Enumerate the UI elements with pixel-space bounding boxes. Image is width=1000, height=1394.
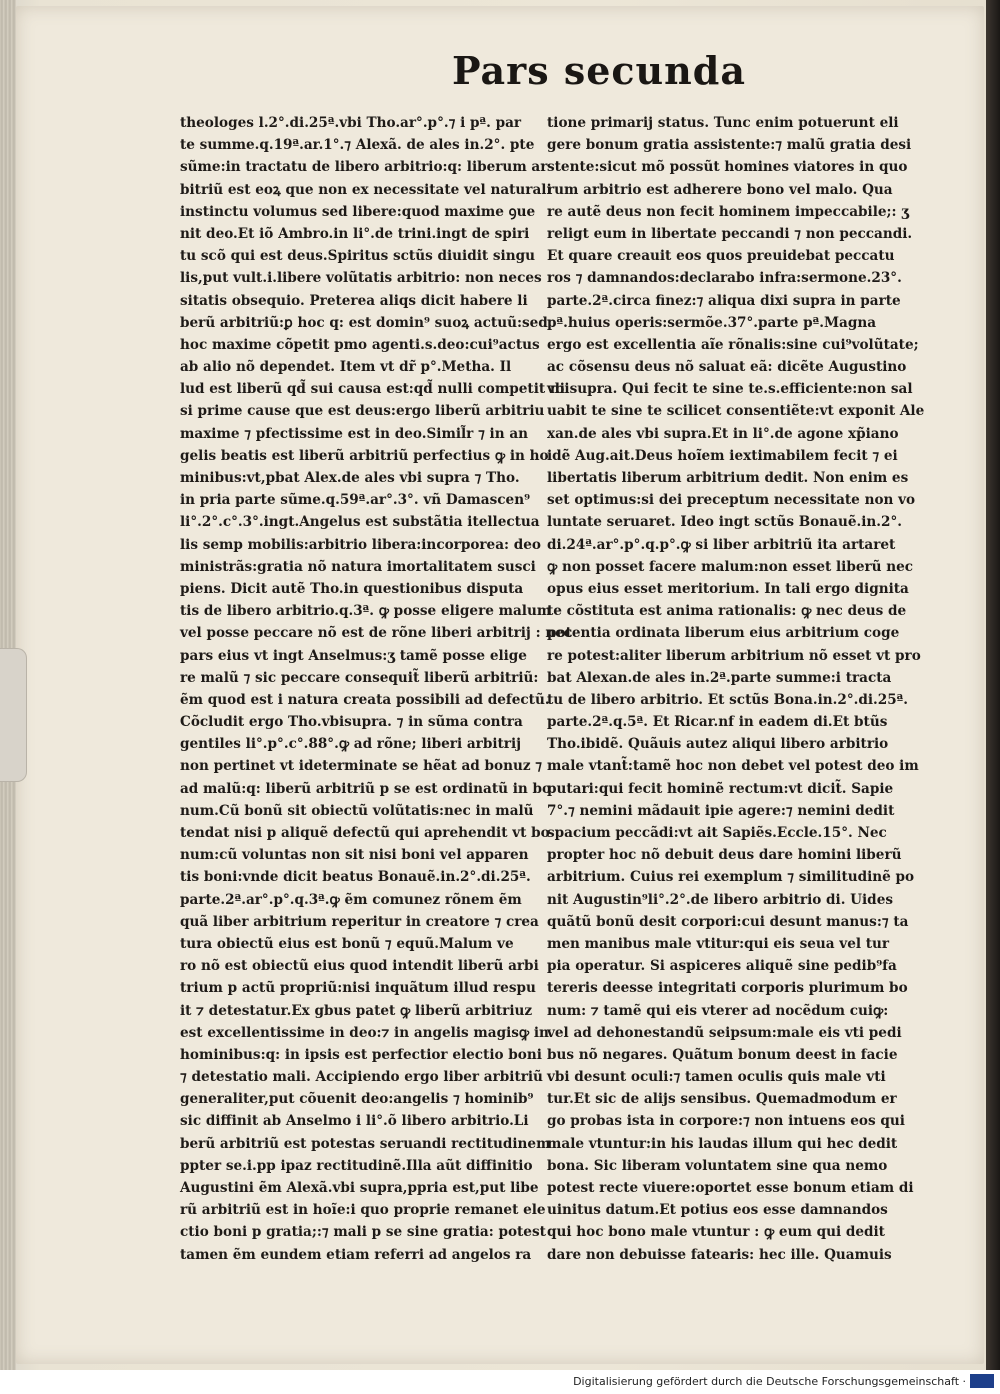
text-line: tur.Et sic de alijs sensibus. Quemadmodum er: [547, 1091, 897, 1108]
text-line: opus eius esset meritorium. In tali ergo dignita: [547, 580, 909, 597]
text-line: lud est liberũ qd̃ sui causa est:qd̃ nulli competit ni: [180, 381, 565, 398]
text-line: instinctu volumus sed libere:quod maxime ꝯue: [180, 203, 536, 220]
text-line: tura obiectũ eius est bonũ ⁊ equũ.Malum ve: [180, 935, 514, 952]
text-line: parte.2ª.ar°.p°.q.3ª.ꝙ ẽm comunez rõnem ẽm: [180, 891, 522, 908]
text-line: bitriũ est eoꝝ que non ex necessitate vel naturali: [180, 181, 552, 198]
text-line: ꝙ non posset facere malum:non esset liberũ nec: [547, 558, 914, 575]
text-line: spacium peccãdi:vt ait Sapiẽs.Eccle.15°. Nec: [547, 825, 887, 841]
text-line: quã liber arbitrium reperitur in creatore ⁊ crea: [180, 913, 539, 930]
text-line: religt eum in libertate peccandi ⁊ non peccandi.: [547, 225, 913, 242]
right-text-column: [547, 112, 925, 1266]
footer-credit: Digitalisierung gefördert durch die Deutsche Forschungsgemeinschaft ·: [573, 1375, 966, 1388]
text-line: te cõstituta est anima rationalis: ꝙ nec deus de: [547, 603, 907, 620]
text-line: berũ arbitriũ:ꝑ hoc q: est domin⁹ suoꝝ actuũ:sed: [180, 314, 548, 331]
text-line: parte.2ª.circa finez:⁊ aliqua dixi supra in parte: [547, 292, 901, 309]
book-spine: [986, 0, 1000, 1370]
text-line: berũ arbitriũ est potestas seruandi rectitudinem: [180, 1135, 551, 1152]
text-line: set optimus:si dei preceptum necessitate non vo: [547, 492, 916, 509]
text-line: dare non debuisse fatearis: hec ille. Quamuis: [547, 1246, 892, 1263]
text-line: di.24ª.ar°.p°.q.p°.ꝙ si liber arbitriũ ita artaret: [547, 536, 896, 553]
text-line: ergo est excellentia aĩe rõnalis:sine cui⁹volũtate;: [547, 336, 919, 353]
text-line: theologes l.2°.di.25ª.vbi Tho.ar°.p°.⁊ i pª. par: [180, 115, 522, 131]
text-line: vel ad dehonestandũ seipsum:male eis vti pedi: [547, 1024, 902, 1041]
text-line: nit deo.Et iõ Ambro.in li°.de trini.ingt de spiri: [180, 225, 530, 242]
footer-bar: [0, 1370, 1000, 1394]
text-line: tis de libero arbitrio.q.3ª. ꝙ posse eligere malum: [180, 603, 552, 620]
text-line: potest recte viuere:oportet esse bonum etiam di: [547, 1180, 914, 1196]
text-line: sitatis obsequio. Preterea aliqs dicit habere li: [180, 292, 528, 309]
text-line: trium p actũ propriũ:nisi inquãtum illud respu: [180, 980, 536, 997]
text-line: pª.huius operis:sermõe.37°.parte pª.Magna: [547, 314, 877, 331]
text-line: bat Alexan.de ales in.2ª.parte summe:i tracta: [547, 669, 892, 686]
text-line: ppter se.i.pp ipaz rectitudinẽ.Illa aũt diffinitio: [180, 1157, 533, 1174]
text-line: sic diffinit ab Anselmo i li°.õ libero arbitrio.Li: [180, 1113, 529, 1130]
text-line: hominibus:q: in ipsis est perfectior electio boni: [180, 1046, 542, 1063]
text-line: num: ⁊ tamẽ qui eis vterer ad nocẽdum cuiꝙ:: [547, 1002, 889, 1019]
text-line: male vtuntur:in his laudas illum qui hec dedit: [547, 1135, 898, 1152]
text-line: rũ arbitriũ est in hoĩe:i quo proprie remanet ele: [180, 1202, 546, 1219]
text-line: tione primarij status. Tunc enim potuerunt eli: [547, 115, 899, 131]
text-line: ctio boni p gratia;:⁊ mali p se sine gratia: potest: [180, 1224, 546, 1241]
text-line: tereris deesse integritati corporis plurimum bo: [547, 980, 908, 997]
text-line: maxime ⁊ pfectissime est in deo.Simil̃r ⁊ in an: [180, 425, 529, 442]
text-line: tamen ẽm eundem etiam referri ad angelos ra: [180, 1246, 532, 1263]
text-line: Tho.ibidẽ. Quãuis autez aliqui libero arbitrio: [547, 736, 889, 753]
text-line: vel posse peccare nõ est de rõne liberi arbitrij : nec: [180, 625, 573, 642]
text-line: qui hoc bono male vtuntur : ꝙ eum qui dedit: [547, 1224, 885, 1241]
text-line: vbisupra. Qui fecit te sine te.s.efficiente:non sal: [547, 381, 913, 398]
text-line: nit Augustin⁹li°.2°.de libero arbitrio di. Uides: [547, 891, 893, 908]
text-line: pia operatur. Si aspiceres aliquẽ sine pedib⁹fa: [547, 958, 897, 975]
text-line: num.Cũ bonũ sit obiectũ volũtatis:nec in malũ: [180, 802, 534, 819]
text-line: ad malũ:q: liberũ arbitriũ p se est ordinatũ in bo: [180, 780, 552, 797]
text-line: tu de libero arbitrio. Et sctũs Bona.in.2°.di.25ª.: [547, 691, 909, 708]
text-line: rum arbitrio est adherere bono vel malo. Qua: [547, 181, 893, 198]
text-line: te summe.q.19ª.ar.1°.⁊ Alexã. de ales in.2°. pte: [180, 137, 535, 154]
text-line: piens. Dicit autẽ Tho.in questionibus disputa: [180, 580, 524, 597]
text-line: lis,put vult.i.libere volũtatis arbitrio: non neces: [180, 270, 542, 287]
text-line: it ⁊ detestatur.Ex gbus patet ꝙ liberũ arbitriuz: [180, 1002, 533, 1019]
text-line: xan.de ales vbi supra.Et in li°.de agone xp̃iano: [547, 425, 899, 442]
text-line: Et quare creauit eos quos preuidebat peccatu: [547, 248, 895, 265]
text-line: propter hoc nõ debuit deus dare homini liberũ: [547, 847, 902, 864]
text-line: tis boni:vnde dicit beatus Bonauẽ.in.2°.di.25ª.: [180, 869, 531, 886]
text-line: bona. Sic liberam voluntatem sine qua nemo: [547, 1157, 888, 1174]
text-line: ab alio nõ dependet. Item vt dr̃ p°.Metha. Il: [180, 359, 512, 376]
text-line: gere bonum gratia assistente:⁊ malũ gratia desi: [547, 137, 912, 154]
text-line: Cõcludit ergo Tho.vbisupra. ⁊ in sũma contra: [180, 714, 523, 731]
text-line: ministrãs:gratia nõ natura imortalitatem susci: [180, 558, 536, 575]
text-line: quãtũ bonũ desit corpori:cui desunt manus:⁊ ta: [547, 913, 909, 930]
text-line: male vtant̃:tamẽ hoc non debet vel potest deo im: [547, 758, 919, 775]
text-line: bus nõ negares. Quãtum bonum deest in facie: [547, 1046, 898, 1063]
text-line: non pertinet vt ideterminate se hẽat ad bonuz ⁊: [180, 758, 543, 775]
text-line: luntate seruaret. Ideo ingt sctũs Bonauẽ.in.2°.: [547, 514, 903, 531]
text-line: go probas ista in corpore:⁊ non intuens eos qui: [547, 1113, 905, 1130]
dfg-logo: [970, 1374, 994, 1388]
text-line: num:cũ voluntas non sit nisi boni vel apparen: [180, 847, 529, 864]
text-line: gelis beatis est liberũ arbitriũ perfectius ꝙ in ho: [180, 447, 549, 464]
text-line: ac cõsensu deus nõ saluat eã: dicẽte Augustino: [547, 359, 907, 376]
text-line: arbitrium. Cuius rei exemplum ⁊ similitudinẽ po: [547, 869, 915, 886]
text-line: pars eius vt ingt Anselmus:ʒ tamẽ posse elige: [180, 647, 527, 664]
text-line: li°.2°.c°.3°.ingt.Angelus est substãtia itellectua: [180, 514, 540, 531]
page-clip: [0, 648, 27, 782]
text-line: Augustini ẽm Alexã.vbi supra,ppria est,put libe: [180, 1180, 539, 1196]
text-line: uabit te sine te scilicet consentiẽte:vt exponit Ale: [547, 403, 925, 420]
text-line: uinitus datum.Et potius eos esse damnandos: [547, 1202, 888, 1219]
text-line: potentia ordinata liberum eius arbitrium coge: [547, 625, 900, 642]
text-line: parte.2ª.q.5ª. Et Ricar.nf in eadem di.Et btũs: [547, 714, 888, 731]
text-line: idẽ Aug.ait.Deus hoĩem iextimabilem fecit ⁊ ei: [547, 447, 898, 464]
text-line: sũme:in tractatu de libero arbitrio:q: liberum ar: [180, 159, 548, 176]
text-line: gentiles li°.p°.c°.88°.ꝙ ad rõne; liberi arbitrij: [180, 736, 522, 753]
text-line: minibus:vt,pbat Alex.de ales vbi supra ⁊ Tho.: [180, 470, 520, 486]
running-head: Pars secunda: [452, 48, 746, 93]
text-line: stente:sicut mõ possũt homines viatores in quo: [547, 159, 908, 176]
text-line: putari:qui fecit hominẽ rectum:vt dicit̃. Sapie: [547, 780, 894, 797]
text-line: ẽm quod est i natura creata possibili ad defectũ.: [180, 691, 550, 708]
text-line: generaliter,put cõuenit deo:angelis ⁊ hominib⁹: [180, 1091, 534, 1108]
text-line: libertatis liberum arbitrium dedit. Non enim es: [547, 470, 909, 486]
text-line: si prime cause que est deus:ergo liberũ arbitriu: [180, 403, 545, 420]
text-line: re malũ ⁊ sic peccare consequit̃ liberũ arbitriũ:: [180, 669, 539, 686]
text-line: 7°.⁊ nemini mãdauit ipie agere:⁊ nemini dedit: [547, 802, 895, 819]
text-line: lis semp mobilis:arbitrio libera:incorporea: deo: [180, 536, 541, 553]
text-line: in pria parte sũme.q.59ª.ar°.3°. vñ Damascen⁹: [180, 492, 531, 509]
left-text-column: [180, 112, 573, 1266]
text-line: vbi desunt oculi:⁊ tamen oculis quis male vti: [547, 1069, 886, 1086]
text-line: men manibus male vtitur:qui eis seua vel tur: [547, 935, 890, 952]
text-line: hoc maxime cõpetit pmo agenti.s.deo:cui⁹actus: [180, 336, 540, 353]
text-line: ros ⁊ damnandos:declarabo infra:sermone.23°.: [547, 270, 902, 287]
text-line: tu scõ qui est deus.Spiritus sctũs diuidit singu: [180, 248, 535, 265]
text-line: est excellentissime in deo:⁊ in angelis magisꝙ in: [180, 1024, 549, 1041]
text-line: ⁊ detestatio mali. Accipiendo ergo liber arbitriũ: [180, 1069, 543, 1086]
text-line: re autẽ deus non fecit hominem impeccabile;: ʒ: [547, 203, 910, 220]
text-line: re potest:aliter liberum arbitrium nõ esset vt pro: [547, 647, 921, 664]
text-line: tendat nisi p aliquẽ defectũ qui aprehendit vt bo: [180, 825, 550, 841]
text-line: ro nõ est obiectũ eius quod intendit liberũ arbi: [180, 958, 539, 975]
